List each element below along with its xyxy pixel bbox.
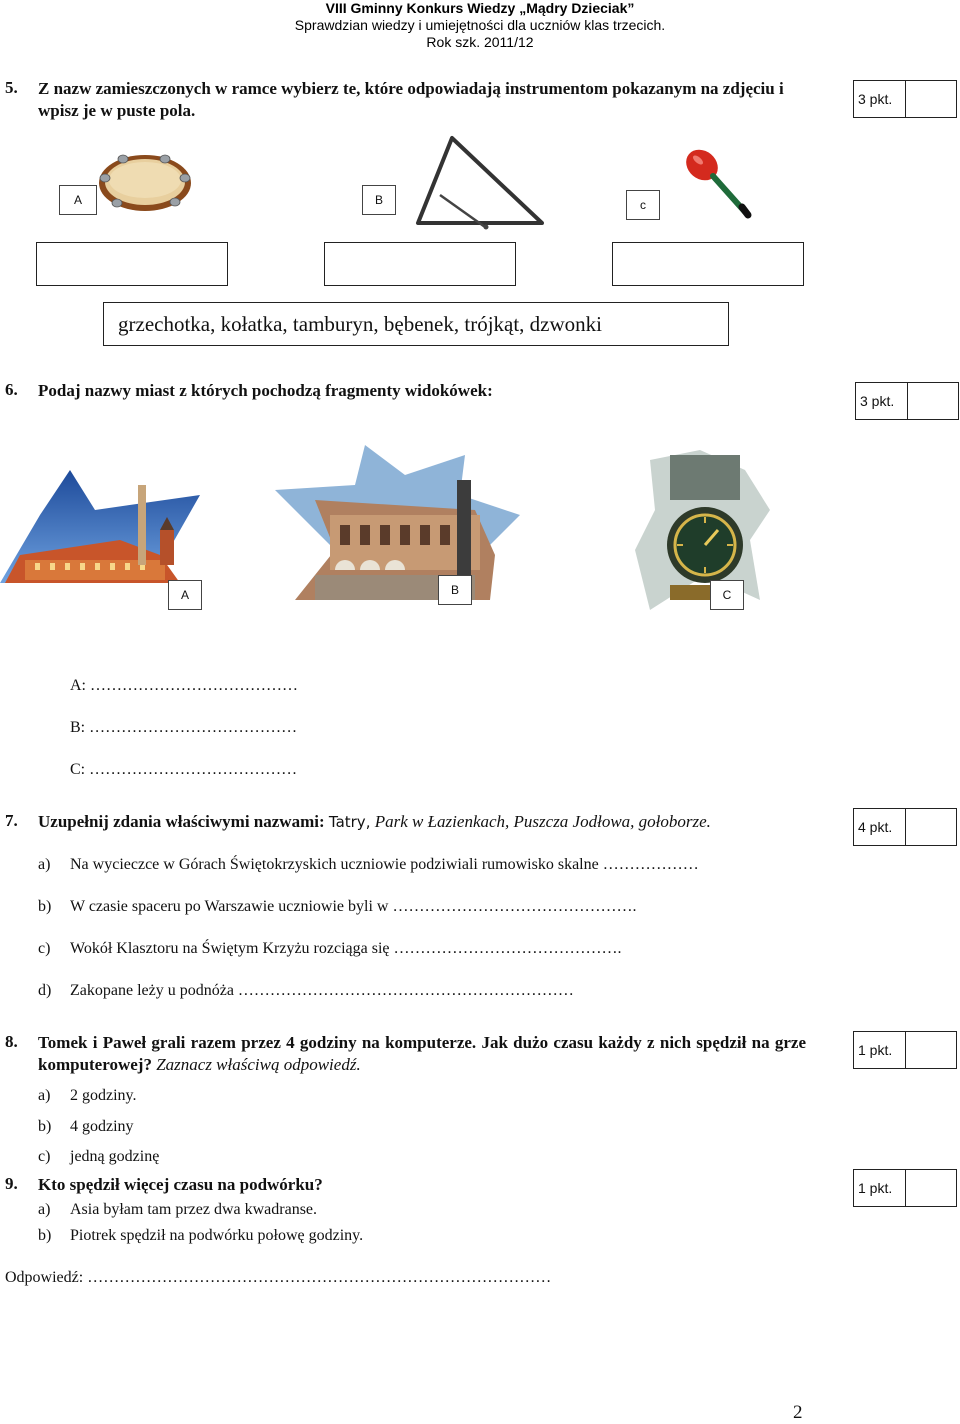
triangle-instrument-image [410, 135, 560, 230]
q7-names-italic: Park w Łazienkach, Puszcza Jodłowa, gołoborze. [374, 812, 711, 831]
postcard-fragment-a [0, 465, 215, 590]
q6-answer-a[interactable]: A: ………………………………… [70, 677, 298, 694]
q9-option-a-text: Asia byłam tam przez dwa kwadranse. [70, 1201, 318, 1218]
q7-text [38, 811, 711, 833]
q8-option-b-text: 4 godziny [70, 1118, 134, 1135]
q8-option-a-letter: a) [38, 1087, 51, 1104]
q5-answer-box-c[interactable] [612, 242, 804, 286]
postcard-fragment-b [275, 440, 525, 605]
q7-item-a-text: Na wycieczce w Górach Świętokrzyskich uczniowie podziwiali rumowisko skalne ……………… [70, 856, 699, 873]
q5-points-label: 3 pkt. [858, 91, 893, 107]
q7-number: 7. [5, 811, 18, 830]
q7-item-b-text: W czasie spaceru po Warszawie uczniowie byli w ………………………………………. [70, 898, 637, 915]
q5-tag-a: A [59, 185, 97, 215]
q5-answer-box-a[interactable] [36, 242, 228, 286]
q9-option-a-letter: a) [38, 1201, 51, 1218]
school-year: Rok szk. 2011/12 [426, 34, 534, 50]
q6-text: Podaj nazwy miast z których pochodzą fragmenty widokówek: [38, 381, 493, 400]
postcard-fragment-c [630, 450, 775, 610]
q7-name-plain: Tatry, [328, 813, 371, 831]
q8-text [38, 1032, 806, 1076]
tambourine-image [95, 150, 195, 216]
q6-points-box [855, 382, 959, 420]
q7-item-d-text: Zakopane leży u podnóża ……………………………………………………… [70, 982, 574, 999]
q5-word-bank: grzechotka, kołatka, tamburyn, bębenek, trójkąt, dzwonki [103, 302, 729, 346]
q8-number: 8. [5, 1032, 18, 1051]
q6-points-label: 3 pkt. [860, 393, 895, 409]
q9-option-b-text: Piotrek spędził na podwórku połowę godziny. [70, 1227, 364, 1244]
page-number: 2 [793, 1402, 803, 1423]
test-subtitle: Sprawdzian wiedzy i umiejętności dla uczniów klas trzecich. [294, 17, 666, 33]
q9-number: 9. [5, 1174, 18, 1193]
q7-points-box [853, 808, 957, 846]
q7-instruction: Uzupełnij zdania właściwymi nazwami: [38, 812, 325, 831]
q6-tag-a: A [168, 580, 202, 610]
maracas-image [680, 145, 755, 220]
q8-instruction: Zaznacz właściwą odpowiedź. [156, 1055, 361, 1074]
q5-answer-box-b[interactable] [324, 242, 516, 286]
q7-item-c-text: Wokół Klasztoru na Świętym Krzyżu rozciąga się ……………………………………. [70, 940, 622, 957]
q5-points-box [853, 80, 957, 118]
contest-title: VIII Gminny Konkurs Wiedzy „Mądry Dzieciak” [325, 0, 635, 16]
q9-points-label: 1 pkt. [858, 1180, 893, 1196]
q8-option-b-letter: b) [38, 1118, 52, 1135]
q9-text: Kto spędził więcej czasu na podwórku? [38, 1175, 323, 1194]
q8-question: Tomek i Paweł grali razem przez 4 godziny na komputerze. Jak dużo czasu każdy z nich spędził na grze komputerowej? [38, 1033, 806, 1074]
q7-item-b-letter: b) [38, 898, 52, 915]
q6-answer-b[interactable]: B: ………………………………… [70, 719, 298, 736]
q6-tag-b: B [438, 575, 472, 605]
q8-points-label: 1 pkt. [858, 1042, 893, 1058]
q7-item-d-letter: d) [38, 982, 52, 999]
q5-number: 5. [5, 78, 18, 97]
q6-answer-c[interactable]: C: ………………………………… [70, 761, 298, 778]
q9-answer-line[interactable]: Odpowiedź: …………………………………………………………………………… [5, 1269, 552, 1286]
q5-tag-c: c [626, 190, 660, 220]
q7-item-c-letter: c) [38, 940, 51, 957]
q8-option-c-text: jedną godzinę [70, 1148, 160, 1165]
q5-text: Z nazw zamieszczonych w ramce wybierz te, które odpowiadają instrumentom pokazanym na zdjęciu i wpisz je w puste pola. [38, 79, 784, 120]
q6-tag-c: C [710, 580, 744, 610]
q8-points-box [853, 1031, 957, 1069]
q7-points-label: 4 pkt. [858, 819, 893, 835]
q5-tag-b: B [362, 185, 396, 215]
q8-option-c-letter: c) [38, 1148, 51, 1165]
q9-points-box [853, 1169, 957, 1207]
q6-number: 6. [5, 380, 18, 399]
q7-item-a-letter: a) [38, 856, 51, 873]
q9-option-b-letter: b) [38, 1227, 52, 1244]
q8-option-a-text: 2 godziny. [70, 1087, 137, 1104]
